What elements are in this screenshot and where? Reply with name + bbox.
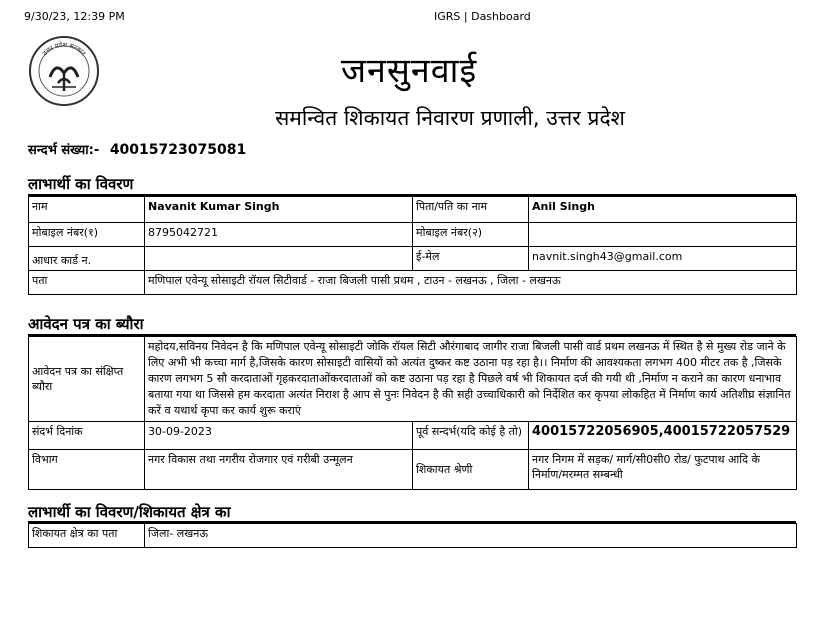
print-page-title: IGRS | Dashboard <box>434 10 531 23</box>
aadhaar-label: आधार कार्ड न. <box>29 247 145 271</box>
father-value: Anil Singh <box>529 197 797 223</box>
address-value: मणिपाल एवेन्यू सोसाइटी रॉयल सिटीवार्ड - राजा बिजली पासी प्रथम , टाउन - लखनऊ , जिला - लखनऊ <box>145 271 797 295</box>
category-label: शिकायत श्रेणी <box>413 450 529 490</box>
date-label: संदर्भ दिनांक <box>29 422 145 450</box>
date-value: 30-09-2023 <box>145 422 413 450</box>
summary-value: महोदय,सविनय निवेदन है कि मणिपाल एवेन्यू सोसाइटी जोकि रॉयल सिटी औरंगाबाद जागीर राजा बिजली पासी वार्ड प्रथम लखनऊ में स्थित है से मुख्य रोड जाने के लिए अभी भी कच्चा मार्ग है,जिसके कारण सोसाइटी वासियों को अत्यंत दुष्कर कष्ट उठाना पड़ रहा है।। निर्माण की आवश्यकता लगभग 400 मीटर तक है ,जिसके कारण लगभग 5 सौ करदाताओं गृहकरदाताओंकरदाताओं को कष्ट उठाना पड़ रहा है पिछले वर्ष भी शिकायत दर्ज की गयी थी ,निर्माण न कराने का कारण धनाभाव बताया गया था जिससे हम करदाता अत्यंत निराश है आप से पुनः निवेदन है की सही उच्चाधिकारी को निर्देशित कर कृपया लोकहित में निर्माण कार्य अतिशीघ्र संज्ञानित करें व यथार्थ कृपा कर कार्य शुरू कराएं <box>145 337 797 422</box>
application-table <box>28 336 797 490</box>
father-label: पिता/पति का नाम <box>413 197 529 223</box>
email-value: navnit.singh43@gmail.com <box>529 247 797 271</box>
reference-number: 40015723075081 <box>109 142 247 158</box>
reference-label: सन्दर्भ संख्या:- <box>28 143 100 158</box>
reference-line <box>28 140 246 158</box>
summary-label: आवेदन पत्र का संक्षिप्त ब्यौरा <box>29 337 145 422</box>
dept-value: नगर विकास तथा नगरीय रोजगार एवं गरीबी उन्मूलन <box>145 450 413 490</box>
application-section-title: आवेदन पत्र का ब्यौरा <box>28 315 144 333</box>
prev-ref-value: 40015722056905,40015722057529 <box>529 422 797 450</box>
complaint-address-value: जिला- लखनऊ <box>145 524 797 548</box>
beneficiary-section-title: लाभार्थी का विवरण <box>28 175 134 193</box>
complaint-area-table <box>28 523 797 548</box>
page-title: जनसुनवाई <box>340 51 478 91</box>
mobile1-label: मोबाइल नंबर(१) <box>29 223 145 247</box>
prev-ref-label: पूर्व सन्दर्भ(यदि कोई है तो) <box>413 422 529 450</box>
category-value: नगर निगम में सड़क/ मार्ग/सी0सी0 रोड/ फुटपाथ आदि के निर्माण/मरम्मत सम्बन्धी <box>529 450 797 490</box>
mobile2-label: मोबाइल नंबर(२) <box>413 223 529 247</box>
print-datetime: 9/30/23, 12:39 PM <box>24 10 125 23</box>
mobile1-value: 8795042721 <box>145 223 413 247</box>
name-label: नाम <box>29 197 145 223</box>
name-value: Navanit Kumar Singh <box>145 197 413 223</box>
page-subtitle: समन्वित शिकायत निवारण प्रणाली, उत्तर प्रदेश <box>275 106 625 130</box>
address-label: पता <box>29 271 145 295</box>
mobile2-value <box>529 223 797 247</box>
seal-text: उत्तर प्रदेश सरकार <box>40 40 88 58</box>
email-label: ई-मेल <box>413 247 529 271</box>
beneficiary-table <box>28 196 797 295</box>
complaint-area-section-title: लाभार्थी का विवरण/शिकायत क्षेत्र का <box>28 503 231 521</box>
complaint-address-label: शिकायत क्षेत्र का पता <box>29 524 145 548</box>
aadhaar-value <box>145 247 413 271</box>
dept-label: विभाग <box>29 450 145 490</box>
